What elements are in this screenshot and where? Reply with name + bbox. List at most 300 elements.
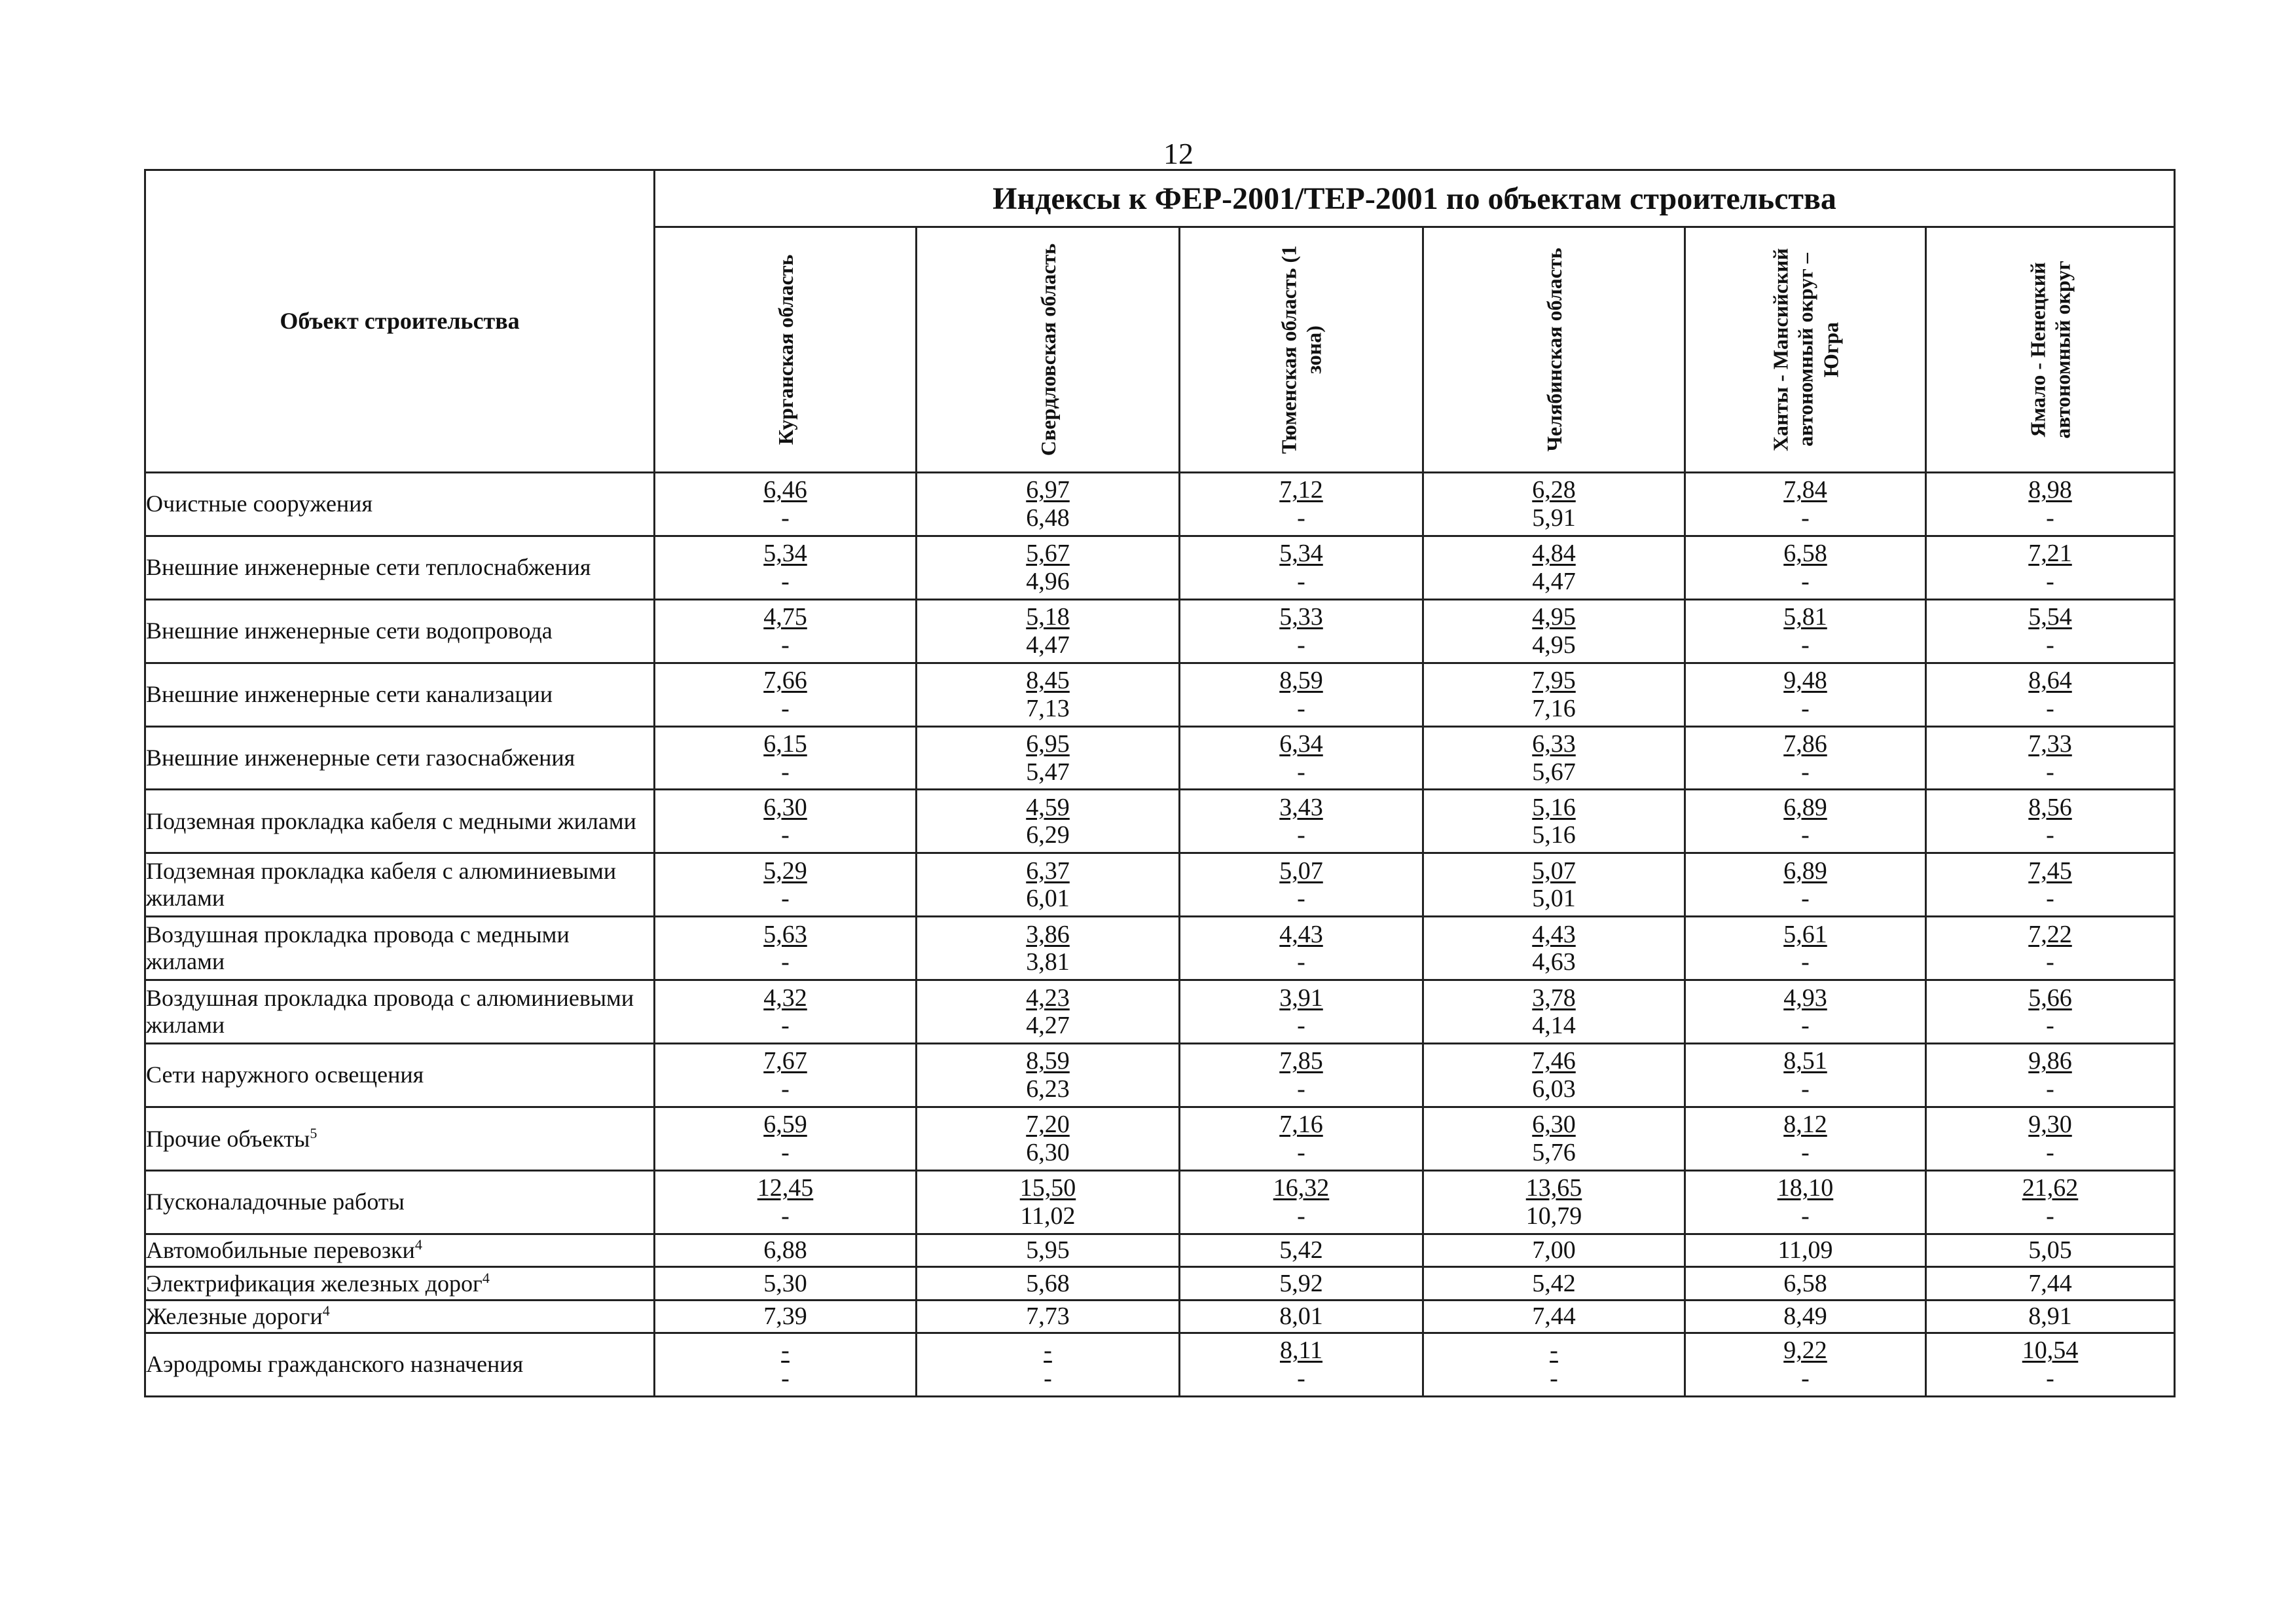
index-fer: 7,12 bbox=[1279, 476, 1323, 504]
index-fer: 9,48 bbox=[1783, 667, 1827, 695]
index-fer: 16,32 bbox=[1273, 1174, 1330, 1202]
index-fer: 5,29 bbox=[763, 857, 807, 885]
index-cell bbox=[917, 473, 1180, 536]
index-cell bbox=[1423, 663, 1685, 726]
index-fer: 8,11 bbox=[1279, 1337, 1323, 1365]
index-value: 5,42 bbox=[1423, 1267, 1685, 1300]
index-ter: - bbox=[781, 1075, 790, 1103]
index-fer: 4,75 bbox=[763, 603, 807, 631]
index-ter: - bbox=[1297, 821, 1305, 849]
index-cell bbox=[1685, 1107, 1926, 1170]
index-cell bbox=[1685, 599, 1926, 663]
index-ter: - bbox=[2046, 631, 2054, 659]
index-group-header: Индексы к ФЕР-2001/ТЕР-2001 по объектам строительства bbox=[655, 170, 2175, 227]
index-ter: 4,47 bbox=[1532, 567, 1576, 595]
index-ter: 10,79 bbox=[1525, 1202, 1582, 1230]
footnote-marker: 4 bbox=[322, 1302, 330, 1320]
index-ter: - bbox=[781, 631, 790, 659]
index-cell bbox=[1685, 1333, 1926, 1397]
object-name-cell bbox=[145, 1300, 655, 1333]
index-fer: 7,20 bbox=[1026, 1111, 1070, 1139]
index-fer: 8,59 bbox=[1026, 1047, 1070, 1075]
index-fer: 6,30 bbox=[763, 793, 807, 821]
index-cell bbox=[917, 726, 1180, 790]
footnote-marker: 4 bbox=[482, 1269, 490, 1286]
region-header-label: Челябинская область bbox=[1542, 248, 1566, 452]
index-fer: 4,59 bbox=[1026, 793, 1070, 821]
index-cell bbox=[917, 1107, 1180, 1170]
object-column-header: Объект строительства bbox=[145, 170, 655, 473]
index-ter: - bbox=[1801, 1012, 1810, 1040]
index-fer: 4,84 bbox=[1532, 540, 1576, 568]
region-header-label: Ямало - Ненецкий автономный округ bbox=[2026, 261, 2075, 439]
index-value: 6,88 bbox=[655, 1234, 917, 1266]
region-header bbox=[917, 227, 1180, 473]
index-ter: 3,81 bbox=[1026, 948, 1070, 976]
index-value: 5,05 bbox=[1926, 1234, 2175, 1266]
region-header bbox=[1423, 227, 1685, 473]
table-row bbox=[145, 1333, 2175, 1397]
index-ter: 5,76 bbox=[1532, 1138, 1576, 1166]
index-cell bbox=[1685, 1170, 1926, 1234]
index-cell bbox=[1423, 599, 1685, 663]
index-fer: 4,23 bbox=[1026, 984, 1070, 1012]
index-fer: 3,43 bbox=[1279, 793, 1323, 821]
index-ter: - bbox=[781, 885, 790, 913]
index-fer: 5,07 bbox=[1279, 857, 1323, 885]
footnote-marker: 4 bbox=[414, 1236, 422, 1253]
index-cell bbox=[1926, 1107, 2175, 1170]
index-cell bbox=[655, 663, 917, 726]
region-header-label: Тюменская область (1 зона) bbox=[1277, 245, 1326, 454]
index-cell bbox=[1926, 726, 2175, 790]
index-fer: 8,51 bbox=[1783, 1047, 1827, 1075]
table-row bbox=[145, 917, 2175, 980]
index-ter: 6,29 bbox=[1026, 821, 1070, 849]
index-cell bbox=[1926, 1333, 2175, 1397]
index-cell bbox=[1180, 726, 1423, 790]
index-cell bbox=[1180, 1044, 1423, 1107]
index-cell bbox=[1926, 853, 2175, 917]
object-name-cell bbox=[145, 790, 655, 853]
index-cell bbox=[1685, 980, 1926, 1044]
table-row bbox=[145, 1267, 2175, 1300]
index-ter: 4,27 bbox=[1026, 1012, 1070, 1040]
index-cell bbox=[917, 536, 1180, 599]
index-cell bbox=[1180, 536, 1423, 599]
object-name-cell bbox=[145, 1234, 655, 1266]
index-ter: - bbox=[1801, 1202, 1810, 1230]
index-ter: - bbox=[1297, 885, 1305, 913]
index-fer: 13,65 bbox=[1525, 1174, 1582, 1202]
table-row bbox=[145, 1107, 2175, 1170]
index-cell bbox=[917, 1044, 1180, 1107]
index-fer: 8,64 bbox=[2028, 667, 2072, 695]
index-ter: - bbox=[2046, 567, 2054, 595]
index-cell bbox=[1926, 663, 2175, 726]
index-fer: 6,89 bbox=[1783, 793, 1827, 821]
index-ter: 6,48 bbox=[1026, 504, 1070, 532]
index-value: 7,44 bbox=[1926, 1267, 2175, 1300]
index-cell bbox=[1685, 853, 1926, 917]
object-name-cell bbox=[145, 663, 655, 726]
index-cell bbox=[1685, 1044, 1926, 1107]
index-fer: 5,33 bbox=[1279, 603, 1323, 631]
index-cell bbox=[1180, 1333, 1423, 1397]
index-ter: 6,30 bbox=[1026, 1138, 1070, 1166]
index-ter: 6,01 bbox=[1026, 885, 1070, 913]
index-cell bbox=[917, 599, 1180, 663]
index-fer: 3,91 bbox=[1279, 984, 1323, 1012]
object-name: Очистные сооружения bbox=[146, 490, 373, 517]
index-fer: 5,54 bbox=[2028, 603, 2072, 631]
object-name-cell bbox=[145, 1170, 655, 1234]
index-fer: 6,58 bbox=[1783, 540, 1827, 568]
index-ter: - bbox=[781, 948, 790, 976]
index-ter: - bbox=[2046, 758, 2054, 786]
index-cell bbox=[655, 1170, 917, 1234]
index-ter: - bbox=[1297, 504, 1305, 532]
index-ter: 5,47 bbox=[1026, 758, 1070, 786]
index-cell bbox=[1685, 473, 1926, 536]
index-fer: 4,93 bbox=[1783, 984, 1827, 1012]
index-fer: 7,21 bbox=[2028, 540, 2072, 568]
object-name-cell bbox=[145, 726, 655, 790]
index-cell bbox=[917, 790, 1180, 853]
index-ter: - bbox=[1297, 1075, 1305, 1103]
object-name: Подземная прокладка кабеля с медными жилами bbox=[146, 807, 636, 834]
index-ter: - bbox=[781, 758, 790, 786]
index-fer: 6,30 bbox=[1532, 1111, 1576, 1139]
index-fer: 6,34 bbox=[1279, 729, 1323, 758]
region-header-label: Ханты - Мансийский автономный округ – Югра bbox=[1768, 248, 1842, 452]
index-fer: 7,66 bbox=[763, 667, 807, 695]
index-cell bbox=[1180, 599, 1423, 663]
index-ter: - bbox=[1801, 504, 1810, 532]
index-cell bbox=[1685, 790, 1926, 853]
object-name: Внешние инженерные сети теплоснабжения bbox=[146, 554, 591, 581]
index-ter: - bbox=[1297, 1202, 1305, 1230]
index-ter: 4,47 bbox=[1026, 631, 1070, 659]
index-fer: 4,43 bbox=[1532, 920, 1576, 948]
index-cell bbox=[917, 917, 1180, 980]
object-name-cell bbox=[145, 1044, 655, 1107]
index-value: 5,30 bbox=[655, 1267, 917, 1300]
index-fer: 8,56 bbox=[2028, 793, 2072, 821]
index-cell bbox=[655, 536, 917, 599]
table-row bbox=[145, 599, 2175, 663]
index-fer: 7,45 bbox=[2028, 857, 2072, 885]
index-ter: 7,13 bbox=[1026, 694, 1070, 722]
index-fer: 6,28 bbox=[1532, 476, 1576, 504]
object-name: Сети наружного освещения bbox=[146, 1061, 424, 1088]
index-fer: 5,67 bbox=[1026, 540, 1070, 568]
index-cell bbox=[1180, 663, 1423, 726]
index-fer: 5,07 bbox=[1532, 857, 1576, 885]
index-fer: 6,89 bbox=[1783, 857, 1827, 885]
index-fer: 3,78 bbox=[1532, 984, 1576, 1012]
index-cell bbox=[655, 853, 917, 917]
index-ter: - bbox=[1297, 758, 1305, 786]
index-ter: - bbox=[1801, 885, 1810, 913]
index-ter: - bbox=[781, 1202, 790, 1230]
index-ter: 5,16 bbox=[1532, 821, 1576, 849]
object-name: Электрификация железных дорог bbox=[146, 1270, 483, 1297]
index-ter: 5,01 bbox=[1532, 885, 1576, 913]
index-cell bbox=[1423, 1170, 1685, 1234]
index-fer: 4,43 bbox=[1279, 920, 1323, 948]
index-value: 7,39 bbox=[655, 1300, 917, 1333]
table-row bbox=[145, 790, 2175, 853]
object-name-cell bbox=[145, 1267, 655, 1300]
index-fer: 18,10 bbox=[1777, 1174, 1834, 1202]
index-cell bbox=[655, 473, 917, 536]
index-fer: 8,98 bbox=[2028, 476, 2072, 504]
index-cell bbox=[1926, 473, 2175, 536]
index-cell bbox=[1685, 917, 1926, 980]
index-ter: - bbox=[2046, 1012, 2054, 1040]
index-value: 8,01 bbox=[1180, 1300, 1423, 1333]
table-row bbox=[145, 663, 2175, 726]
object-name-cell bbox=[145, 599, 655, 663]
object-name: Железные дороги bbox=[146, 1303, 323, 1330]
index-ter: - bbox=[781, 567, 790, 595]
index-cell bbox=[917, 1333, 1180, 1397]
index-ter: 4,63 bbox=[1532, 948, 1576, 976]
index-ter: - bbox=[1297, 1012, 1305, 1040]
object-name-cell bbox=[145, 853, 655, 917]
index-cell bbox=[1180, 1170, 1423, 1234]
index-cell bbox=[1180, 473, 1423, 536]
region-header bbox=[1926, 227, 2175, 473]
region-header-label: Свердловская область bbox=[1036, 243, 1060, 456]
object-name: Подземная прокладка кабеля с алюминиевыми жилами bbox=[146, 857, 617, 912]
index-fer: 10,54 bbox=[2022, 1337, 2079, 1365]
index-fer: 6,15 bbox=[763, 729, 807, 758]
index-value: 7,00 bbox=[1423, 1234, 1685, 1266]
index-cell bbox=[1685, 536, 1926, 599]
object-name: Прочие объекты bbox=[146, 1125, 310, 1152]
object-name: Внешние инженерные сети водопровода bbox=[146, 618, 553, 644]
index-fer: 6,33 bbox=[1532, 729, 1576, 758]
object-name-cell bbox=[145, 536, 655, 599]
object-name-cell bbox=[145, 980, 655, 1044]
index-ter: 11,02 bbox=[1020, 1202, 1076, 1230]
object-name-cell bbox=[145, 917, 655, 980]
table-row bbox=[145, 1170, 2175, 1234]
table-row bbox=[145, 853, 2175, 917]
region-header bbox=[655, 227, 917, 473]
index-ter: - bbox=[2046, 821, 2054, 849]
index-fer: 12,45 bbox=[757, 1174, 814, 1202]
index-fer: 6,59 bbox=[763, 1111, 807, 1139]
index-fer: 8,45 bbox=[1026, 667, 1070, 695]
index-fer: 5,34 bbox=[763, 540, 807, 568]
index-cell bbox=[1685, 726, 1926, 790]
table-row bbox=[145, 536, 2175, 599]
index-value: 5,92 bbox=[1180, 1267, 1423, 1300]
index-fer: 5,63 bbox=[763, 920, 807, 948]
index-fer: 6,46 bbox=[763, 476, 807, 504]
index-cell bbox=[1423, 536, 1685, 599]
index-fer: 4,32 bbox=[763, 984, 807, 1012]
table-row bbox=[145, 473, 2175, 536]
index-fer: - bbox=[1550, 1337, 1558, 1365]
index-value: 6,58 bbox=[1685, 1267, 1926, 1300]
index-ter: - bbox=[2046, 948, 2054, 976]
index-cell bbox=[1423, 1044, 1685, 1107]
index-fer: 15,50 bbox=[1019, 1174, 1076, 1202]
index-ter: - bbox=[1801, 948, 1810, 976]
index-cell bbox=[917, 1170, 1180, 1234]
table-row bbox=[145, 1044, 2175, 1107]
index-value: 7,73 bbox=[917, 1300, 1180, 1333]
index-fer: - bbox=[781, 1337, 790, 1365]
index-ter: - bbox=[1801, 631, 1810, 659]
index-cell bbox=[1180, 1107, 1423, 1170]
index-ter: - bbox=[781, 1012, 790, 1040]
index-ter: - bbox=[1044, 1365, 1052, 1393]
region-header-label: Курганская область bbox=[773, 254, 797, 445]
index-fer: 4,95 bbox=[1532, 603, 1576, 631]
index-cell bbox=[1926, 599, 2175, 663]
index-ter: - bbox=[2046, 504, 2054, 532]
index-ter: - bbox=[1801, 1075, 1810, 1103]
index-fer: 5,18 bbox=[1026, 603, 1070, 631]
index-cell bbox=[1423, 1107, 1685, 1170]
index-ter: - bbox=[1297, 948, 1305, 976]
index-ter: - bbox=[2046, 694, 2054, 722]
index-fer: 5,34 bbox=[1279, 540, 1323, 568]
index-ter: 5,67 bbox=[1532, 758, 1576, 786]
index-ter: - bbox=[2046, 885, 2054, 913]
construction-index-table bbox=[144, 169, 2176, 1397]
index-cell bbox=[1926, 536, 2175, 599]
index-fer: 7,86 bbox=[1783, 729, 1827, 758]
table-row bbox=[145, 980, 2175, 1044]
index-ter: - bbox=[781, 1138, 790, 1166]
index-cell bbox=[1423, 473, 1685, 536]
index-cell bbox=[1180, 980, 1423, 1044]
index-cell bbox=[1423, 726, 1685, 790]
index-ter: - bbox=[1801, 758, 1810, 786]
index-cell bbox=[1423, 917, 1685, 980]
index-cell bbox=[917, 663, 1180, 726]
index-ter: 4,95 bbox=[1532, 631, 1576, 659]
index-fer: 7,33 bbox=[2028, 729, 2072, 758]
index-cell bbox=[1423, 790, 1685, 853]
index-value: 8,91 bbox=[1926, 1300, 2175, 1333]
index-cell bbox=[1926, 980, 2175, 1044]
page-number: 12 bbox=[1163, 137, 1194, 170]
index-value: 5,68 bbox=[917, 1267, 1180, 1300]
index-ter: - bbox=[781, 694, 790, 722]
index-cell bbox=[1926, 917, 2175, 980]
index-ter: - bbox=[1801, 821, 1810, 849]
index-fer: 7,84 bbox=[1783, 476, 1827, 504]
object-name: Воздушная прокладка провода с алюминиевыми жилами bbox=[146, 984, 634, 1039]
index-ter: 4,14 bbox=[1532, 1012, 1576, 1040]
index-ter: 4,96 bbox=[1026, 567, 1070, 595]
index-ter: - bbox=[781, 1365, 790, 1393]
index-cell bbox=[1685, 663, 1926, 726]
index-fer: 21,62 bbox=[2022, 1174, 2079, 1202]
index-ter: - bbox=[1801, 694, 1810, 722]
index-fer: 7,22 bbox=[2028, 920, 2072, 948]
index-value: 5,95 bbox=[917, 1234, 1180, 1266]
index-ter: - bbox=[1297, 694, 1305, 722]
table-body bbox=[145, 473, 2175, 1397]
index-cell bbox=[655, 599, 917, 663]
index-cell bbox=[1180, 790, 1423, 853]
index-ter: 6,03 bbox=[1532, 1075, 1576, 1103]
index-ter: - bbox=[1801, 567, 1810, 595]
footnote-marker: 5 bbox=[310, 1124, 318, 1141]
index-fer: 3,86 bbox=[1026, 920, 1070, 948]
index-cell bbox=[655, 917, 917, 980]
object-name: Пусконаладочные работы bbox=[146, 1189, 405, 1215]
index-value: 7,44 bbox=[1423, 1300, 1685, 1333]
index-fer: 7,16 bbox=[1279, 1111, 1323, 1139]
index-fer: 5,61 bbox=[1783, 920, 1827, 948]
index-ter: - bbox=[1297, 631, 1305, 659]
index-fer: 9,86 bbox=[2028, 1047, 2072, 1075]
index-cell bbox=[655, 1333, 917, 1397]
index-ter: 6,23 bbox=[1026, 1075, 1070, 1103]
index-ter: - bbox=[1297, 1365, 1305, 1393]
index-cell bbox=[655, 1044, 917, 1107]
table-row bbox=[145, 1234, 2175, 1266]
object-name-cell bbox=[145, 1333, 655, 1397]
index-ter: - bbox=[781, 821, 790, 849]
object-name: Воздушная прокладка провода с медными жилами bbox=[146, 921, 570, 975]
index-cell bbox=[1926, 1170, 2175, 1234]
index-fer: 7,85 bbox=[1279, 1047, 1323, 1075]
index-fer: 9,30 bbox=[2028, 1111, 2072, 1139]
index-value: 11,09 bbox=[1685, 1234, 1926, 1266]
index-fer: - bbox=[1044, 1337, 1052, 1365]
index-cell bbox=[1926, 790, 2175, 853]
index-ter: - bbox=[2046, 1202, 2054, 1230]
index-cell bbox=[655, 980, 917, 1044]
index-ter: 7,16 bbox=[1532, 694, 1576, 722]
index-fer: 7,67 bbox=[763, 1047, 807, 1075]
index-cell bbox=[1180, 917, 1423, 980]
index-ter: - bbox=[1801, 1138, 1810, 1166]
index-ter: - bbox=[2046, 1075, 2054, 1103]
index-cell bbox=[1423, 1333, 1685, 1397]
object-name: Внешние инженерные сети газоснабжения bbox=[146, 744, 575, 771]
object-name: Внешние инженерные сети канализации bbox=[146, 680, 553, 707]
index-ter: 5,91 bbox=[1532, 504, 1576, 532]
table-row bbox=[145, 726, 2175, 790]
index-value: 8,49 bbox=[1685, 1300, 1926, 1333]
index-cell bbox=[917, 980, 1180, 1044]
object-name-cell bbox=[145, 473, 655, 536]
index-ter: - bbox=[2046, 1138, 2054, 1166]
index-fer: 8,12 bbox=[1783, 1111, 1827, 1139]
index-ter: - bbox=[1297, 567, 1305, 595]
index-value: 5,42 bbox=[1180, 1234, 1423, 1266]
index-ter: - bbox=[2046, 1365, 2054, 1393]
table-row bbox=[145, 1300, 2175, 1333]
object-name: Автомобильные перевозки bbox=[146, 1237, 415, 1264]
region-header bbox=[1685, 227, 1926, 473]
index-cell bbox=[1423, 853, 1685, 917]
index-fer: 9,22 bbox=[1783, 1337, 1827, 1365]
object-name: Аэродромы гражданского назначения bbox=[146, 1351, 524, 1378]
index-cell bbox=[1180, 853, 1423, 917]
